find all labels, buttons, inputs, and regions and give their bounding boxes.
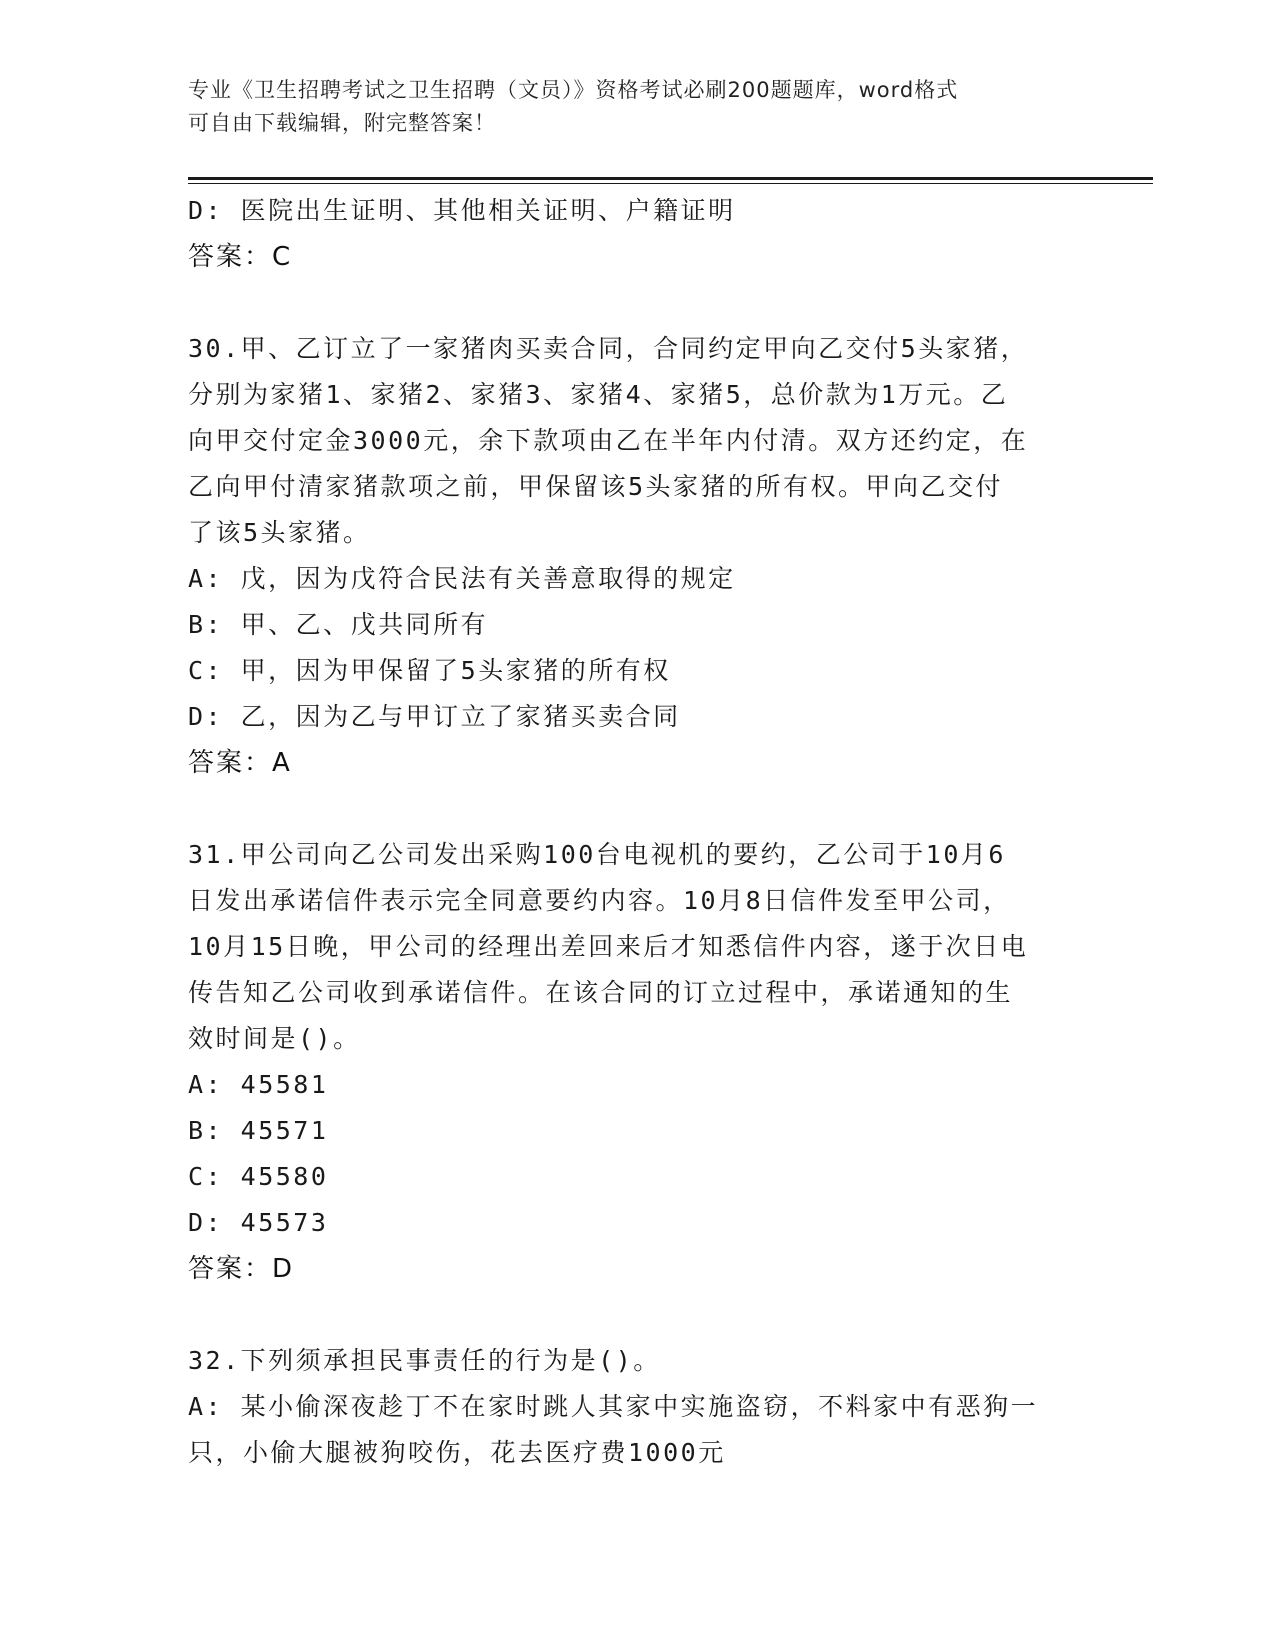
- question-text-line: 10月15日晚，甲公司的经理出差回来后才知悉信件内容，遂于次日电: [188, 932, 1029, 961]
- header-rule-thick: [188, 177, 1153, 180]
- question-31: [188, 832, 1088, 1292]
- header-rule-thin: [188, 183, 1153, 184]
- option-c: C: 甲，因为甲保留了5头家猪的所有权: [188, 656, 671, 685]
- option-c: C: 45580: [188, 1162, 329, 1191]
- header-line-1: 专业《卫生招聘考试之卫生招聘（文员）》资格考试必刷200题题库，word格式: [188, 78, 959, 102]
- question-32: [188, 1338, 1088, 1476]
- question-text-line: 了该5头家猪。: [188, 518, 371, 547]
- answer-line: 答案：A: [188, 748, 292, 778]
- question-text-line: 乙向甲付清家猪款项之前，甲保留该5头家猪的所有权。甲向乙交付: [188, 472, 1004, 501]
- option-b: B: 45571: [188, 1116, 329, 1145]
- option-d: D: 45573: [188, 1208, 329, 1237]
- option-d: D: 医院出生证明、其他相关证明、户籍证明: [188, 196, 736, 225]
- option-a: A: 某小偷深夜趁丁不在家时跳人其家中实施盗窃，不料家中有恶狗一: [188, 1392, 1039, 1421]
- spacer: [188, 1292, 1088, 1338]
- option-a: A: 45581: [188, 1070, 329, 1099]
- question-text-line: 32.下列须承担民事责任的行为是()。: [188, 1346, 661, 1375]
- question-30: [188, 326, 1088, 786]
- spacer: [188, 280, 1088, 326]
- question-text-line: 31.甲公司向乙公司发出采购100台电视机的要约，乙公司于10月6: [188, 840, 1006, 869]
- option-a: A: 戊，因为戊符合民法有关善意取得的规定: [188, 564, 736, 593]
- spacer: [188, 786, 1088, 832]
- option-a-continued: 只，小偷大腿被狗咬伤，花去医疗费1000元: [188, 1438, 726, 1467]
- document-body: [188, 188, 1088, 1476]
- answer-line: 答案：D: [188, 1254, 295, 1284]
- answer-line: 答案：C: [188, 242, 293, 272]
- question-text-line: 分别为家猪1、家猪2、家猪3、家猪4、家猪5，总价款为1万元。乙: [188, 380, 1009, 409]
- previous-question-tail: [188, 188, 1088, 280]
- header-line-2: 可自由下载编辑，附完整答案！: [188, 111, 496, 135]
- question-text-line: 日发出承诺信件表示完全同意要约内容。10月8日信件发至甲公司，: [188, 886, 1011, 915]
- question-text-line: 传告知乙公司收到承诺信件。在该合同的订立过程中，承诺通知的生: [188, 978, 1014, 1007]
- question-text-line: 30.甲、乙订立了一家猪肉买卖合同，合同约定甲向乙交付5头家猪，: [188, 334, 1029, 363]
- document-header: [188, 74, 1088, 140]
- question-text-line: 向甲交付定金3000元，余下款项由乙在半年内付清。双方还约定，在: [188, 426, 1029, 455]
- question-text-line: 效时间是()。: [188, 1024, 361, 1053]
- option-d: D: 乙，因为乙与甲订立了家猪买卖合同: [188, 702, 681, 731]
- option-b: B: 甲、乙、戊共同所有: [188, 610, 489, 639]
